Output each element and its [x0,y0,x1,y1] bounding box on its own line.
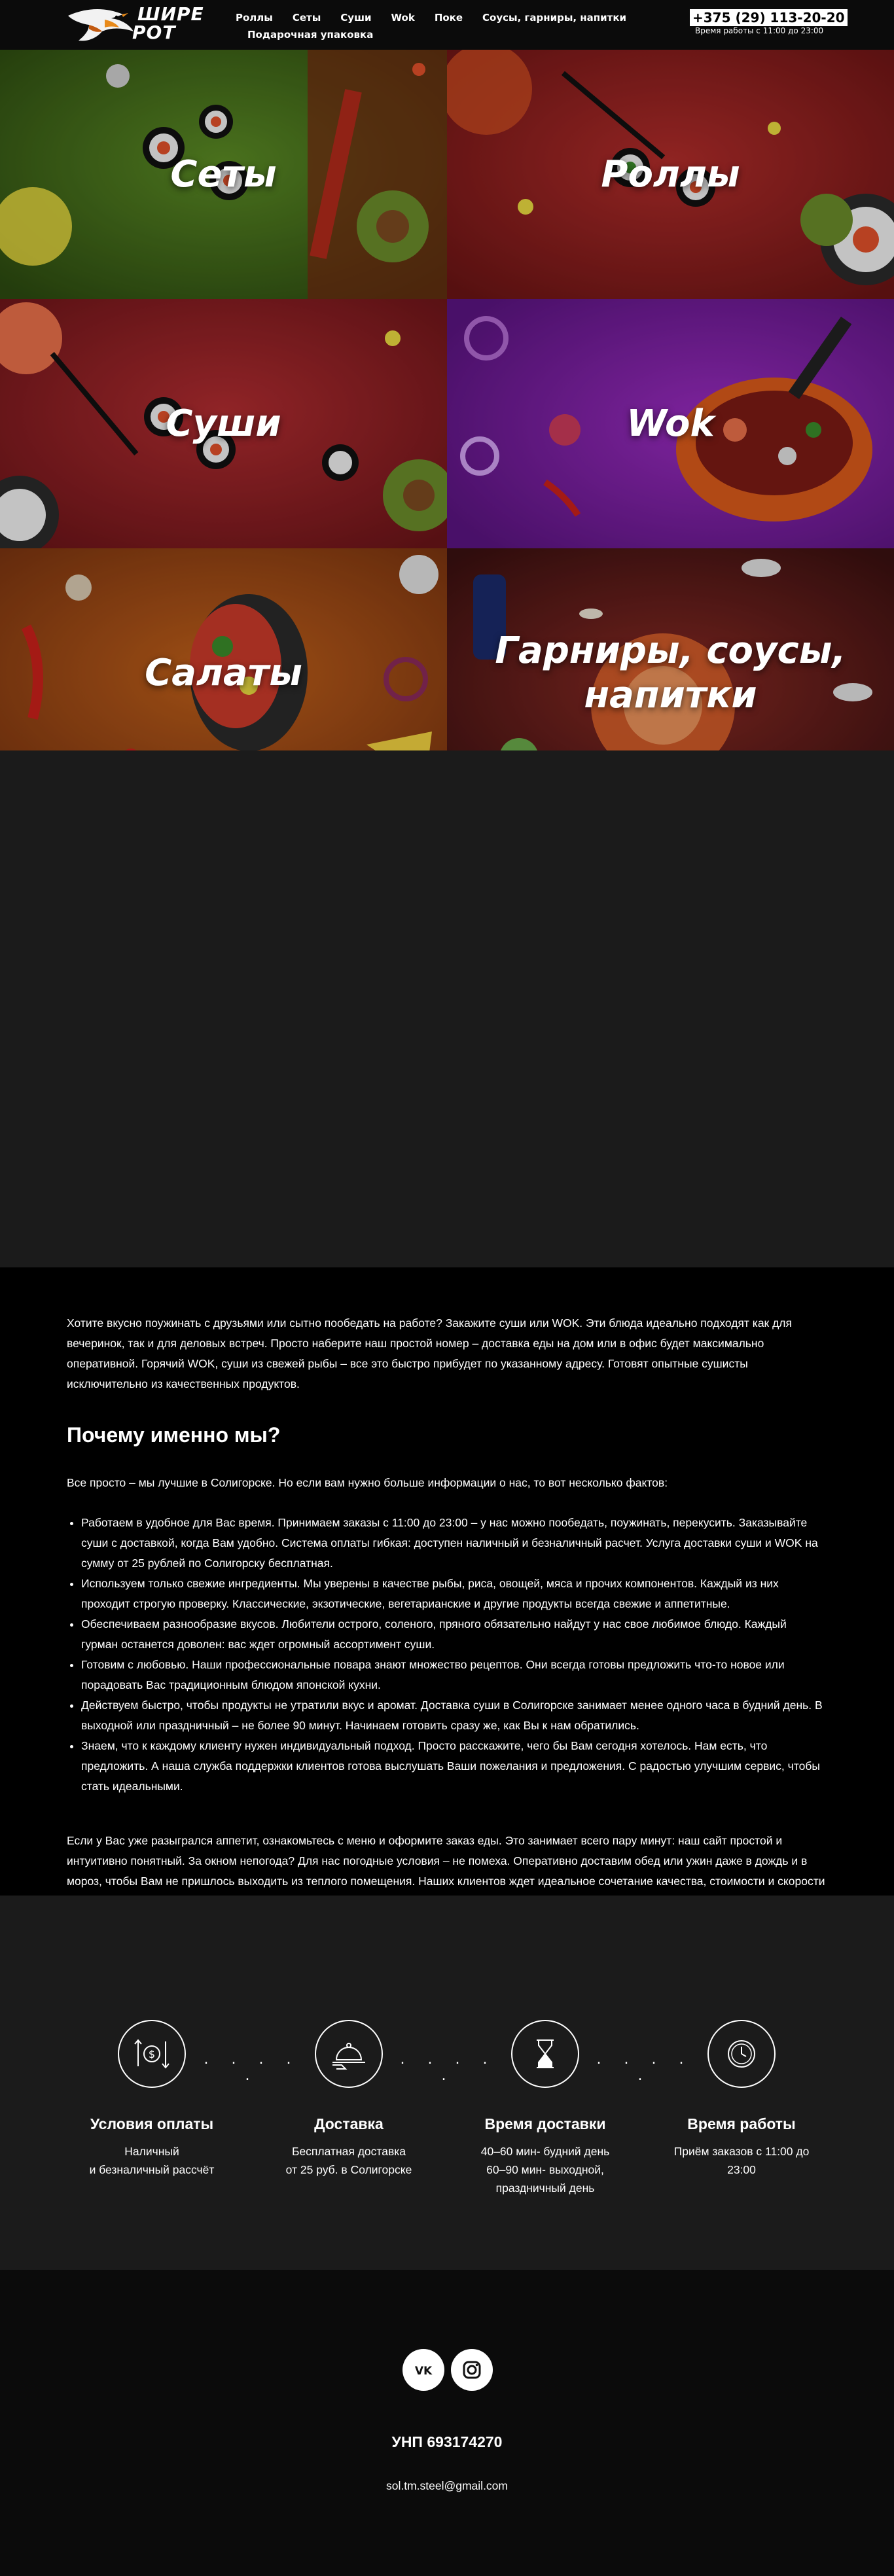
feature-working-hours-circle [707,2020,776,2088]
feature-payment-circle [118,2020,186,2088]
about-content [67,1313,826,1912]
feature-payment-text [67,2142,237,2179]
logo[interactable] [65,3,219,46]
about-closing: Если у Вас уже разыгрался аппетит, ознакомьтесь с меню и оформите заказ еды. Это занимает всего пару минут: наш сайт простой и интуитивно понятный. За окном непогода? Для нас погодные условия – не помеха. Оперативно доставим обед или ужин даже в дождь и в мороз, чтобы Вам не пришлось выходить из теплого помещения. Наших клиентов ждет идеальное сочетание качества, стоимости и скорости [67,1834,825,1888]
features-section [0,1896,894,2270]
about-section [0,1267,894,1896]
contact-email[interactable]: sol.tm.steel@gmail.com [385,2479,508,2492]
facts-list [67,1513,826,1797]
company-unp: УНП 693174270 [391,2433,503,2450]
feature-payment [67,2020,237,2179]
nav-item-sets[interactable]: Сеты [292,12,321,24]
feature-working-hours-line1: Приём заказов с 11:00 до [673,2145,810,2158]
nav-item-sushi[interactable]: Суши [340,12,372,24]
feature-delivery-time-circle [511,2020,579,2088]
feature-delivery-circle [315,2020,383,2088]
feature-delivery-time-line3: праздничный день [495,2181,595,2195]
phone-link[interactable]: +375 (29) 113-20-20 [690,9,848,26]
category-label-sides: Гарниры, соусы, напитки [495,629,846,716]
nav-item-wok[interactable]: Wok [391,12,415,24]
category-tile-sushi[interactable] [0,299,447,548]
vk-icon [410,2357,437,2383]
nav-item-sauces[interactable]: Соусы, гарниры, напитки [482,12,627,24]
social-links [402,2349,493,2391]
bird-logo-icon [65,3,137,46]
main-nav [236,10,628,42]
category-label-rolls: Роллы [601,152,740,196]
payment-icon [133,2035,171,2073]
category-label-sets: Сеты [170,152,277,196]
feature-delivery-line1: Бесплатная доставка [291,2145,406,2158]
fact-item: • Знаем, что к каждому клиенту нужен индивидуальный подход. Просто расскажите, чего бы Вам сегодня хотелось. Нам есть, что предложить. А наша служба поддержки клиентов готова выслушать Ваши пожелания и предложения. С радостью улучшим сервис, чтобы стать идеальными. [81,1736,826,1797]
separator-dots: . . . . . [596,2051,693,2084]
category-label-sushi: Суши [166,402,281,445]
working-hours: Время работы с 11:00 до 23:00 [695,26,824,35]
feature-delivery-time-line1: 40–60 мин- будний день [480,2145,610,2158]
feature-payment-title: Условия оплаты [90,2115,214,2132]
hourglass-icon [526,2035,564,2073]
category-label-salads: Салаты [145,651,302,694]
nav-row-2 [247,27,628,42]
feature-delivery-time-text [460,2142,630,2197]
fact-item: • Действуем быстро, чтобы продукты не утратили вкус и аромат. Доставка суши в Солигорске занимает менее одного часа в будний день. В выходной или праздничный – не более 90 минут. Начинаем готовить сразу же, как Вы к нам обратились. [81,1695,826,1736]
svg-text:$: $ [148,2048,156,2060]
vk-icon-label: VK [414,2365,433,2378]
feature-delivery-line2: от 25 руб. в Солигорске [285,2163,412,2176]
logo-wordmark [132,3,223,43]
feature-working-hours-line2: 23:00 [727,2163,756,2176]
feature-working-hours-title: Время работы [687,2115,796,2132]
fact-item: • Готовим с любовью. Наши профессиональные повара знают множество рецептов. Они всегда готовы предложить что-то новое или порадовать Вас традиционным блюдом японской кухни. [81,1655,826,1695]
about-lead: Все просто – мы лучшие в Солигорске. Но если вам нужно больше информации о нас, то вот несколько фактов: [67,1476,668,1489]
instagram-icon [459,2357,485,2383]
feature-payment-line2: и безналичный рассчёт [89,2163,215,2176]
separator-dots: . . . . . [204,2051,300,2084]
feature-delivery-time-line2: 60–90 мин- выходной, [486,2163,604,2176]
feature-delivery-title: Доставка [314,2115,384,2132]
fact-item: • Обеспечиваем разнообразие вкусов. Любители острого, соленого, пряного обязательно найдут у нас свое любимое блюдо. Каждый гурман останется доволен: вас ждет огромный ассортимент суши. [81,1614,826,1655]
feature-payment-line1: Наличный [124,2145,179,2158]
feature-delivery [264,2020,434,2179]
logo-text-line1: ШИРЕ [137,3,204,25]
logo-text-line2: РОТ [132,22,176,43]
delivery-cloche-icon [330,2035,368,2073]
nav-item-rolls[interactable]: Роллы [236,12,273,24]
empty-section [0,750,894,1267]
category-label-wok: Wok [626,402,715,445]
nav-row [236,10,628,25]
category-grid [0,50,894,750]
category-tile-rolls[interactable] [447,50,894,299]
feature-delivery-text [264,2142,434,2179]
instagram-link[interactable] [451,2349,493,2391]
feature-delivery-time-title: Время доставки [484,2115,606,2132]
feature-delivery-time [460,2020,630,2197]
site-header [0,0,894,50]
category-tile-wok[interactable] [447,299,894,548]
category-tile-sets[interactable] [0,50,447,299]
feature-working-hours-text [656,2142,827,2179]
about-heading: Почему именно мы? [67,1423,281,1447]
separator-dots: . . . . . [400,2051,497,2084]
feature-working-hours [656,2020,827,2179]
clock-icon [723,2035,760,2073]
about-intro: Хотите вкусно поужинать с друзьями или сытно пообедать на работе? Закажите суши или WOK. Эти блюда идеально подходят как для вечеринок, так и для деловых встреч. Просто наберите наш простой номер – доставка еды на дом или в офис будет максимально оперативной. Горячий WOK, суши из свежей рыбы – все это быстро прибудет по указанному адресу. Готовят опытные сушисты исключительно из качественных продуктов. [67,1316,792,1390]
site-footer [0,2270,894,2576]
nav-item-poke[interactable]: Поке [434,12,463,24]
fact-item: • Работаем в удобное для Вас время. Принимаем заказы с 11:00 до 23:00 – у нас можно пообедать, поужинать, перекусить. Заказывайте суши с доставкой, когда Вам удобно. Система оплаты гибкая: доступен наличный и безналичный расчет. Услуга доставки суши и WOK на сумму от 25 рублей по Солигорску бесплатная. [81,1513,826,1574]
vk-link[interactable] [402,2349,444,2391]
nav-item-gift-packaging[interactable]: Подарочная упаковка [247,29,374,41]
fact-item: • Используем только свежие ингредиенты. Мы уверены в качестве рыбы, риса, овощей, мяса и прочих компонентов. Каждый из них проходит строгую проверку. Классические, экзотические, вегетарианские и другие продукты всегда свежие и аппетитные. [81,1574,826,1614]
